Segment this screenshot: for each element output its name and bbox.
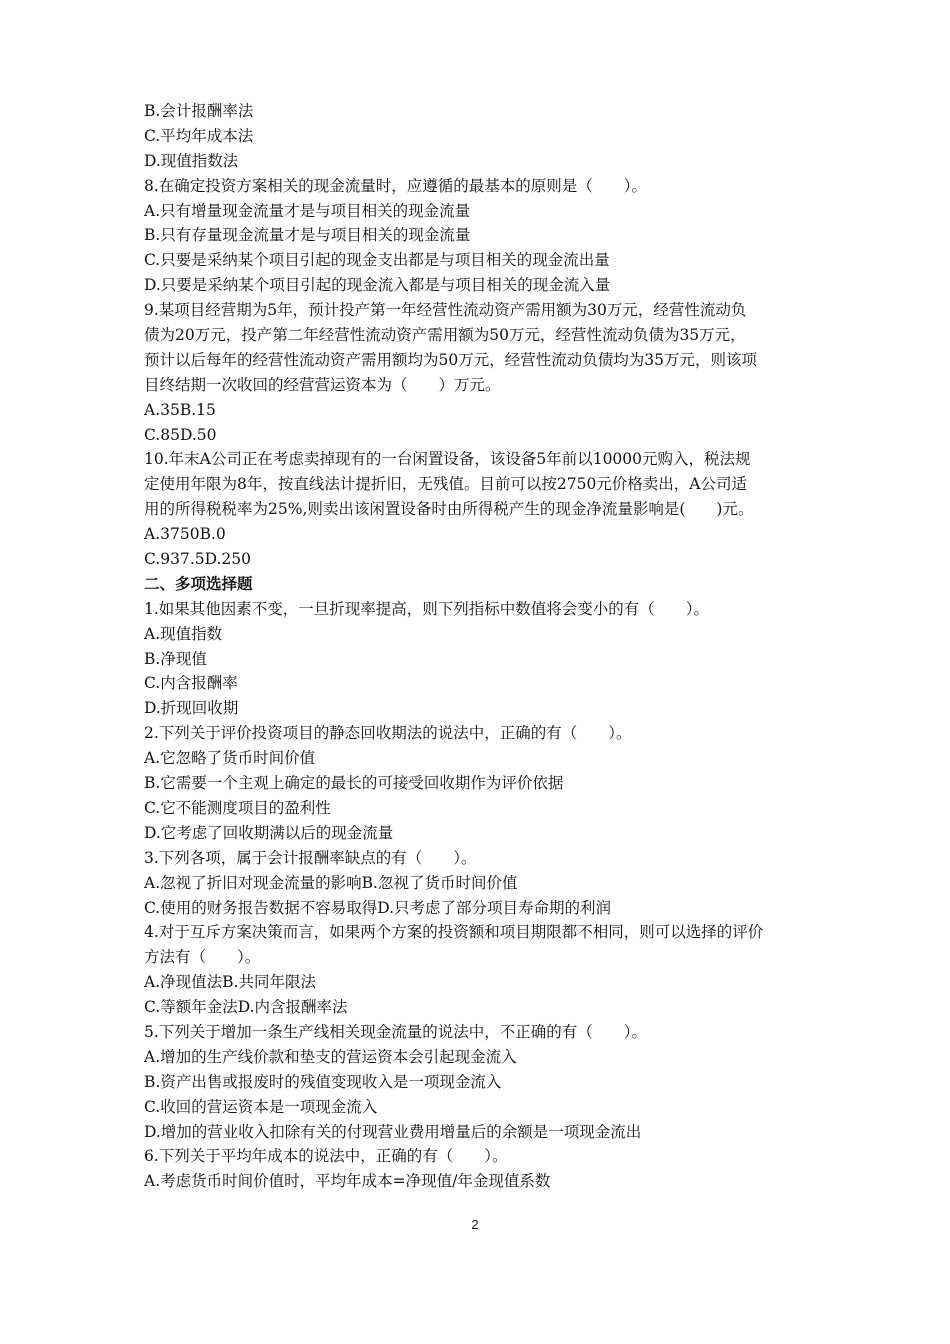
question-text-line: 定使用年限为8年，按直线法计提折旧，无残值。目前可以按2750元价格卖出，A公司适 [144, 475, 748, 494]
question-text-line: 用的所得税税率为25%,则卖出该闲置设备时由所得税产生的现金净流量影响是( )元。 [144, 500, 754, 519]
question-text-line: 5.下列关于增加一条生产线相关现金流量的说法中，不正确的有（ ）。 [144, 1022, 648, 1041]
question-text-line: 9.某项目经营期为5年，预计投产第一年经营性流动资产需用额为30万元，经营性流动负 [144, 301, 747, 320]
option-line: C.内含报酬率 [144, 674, 238, 693]
option-line: D.它考虑了回收期满以后的现金流量 [144, 823, 394, 842]
question-text-line: 2.下列关于评价投资项目的静态回收期法的说法中，正确的有（ ）。 [144, 724, 632, 743]
option-line: C.85D.50 [144, 425, 217, 444]
option-line: C.平均年成本法 [144, 126, 254, 145]
question-text-line: 1.如果其他因素不变，一旦折现率提高，则下列指标中数值将会变小的有（ ）。 [144, 599, 710, 618]
option-line: D.只要是采纳某个项目引起的现金流入都是与项目相关的现金流入量 [144, 276, 611, 295]
option-line: A.考虑货币时间价值时，平均年成本=净现值/年金现值系数 [144, 1172, 551, 1191]
option-line: B.资产出售或报废时的残值变现收入是一项现金流入 [144, 1072, 502, 1091]
question-text-line: 债为20万元，投产第二年经营性流动资产需用额为50万元，经营性流动负债为35万元， [144, 326, 746, 345]
option-line: B.会计报酬率法 [144, 102, 254, 120]
option-line: C.使用的财务报告数据不容易取得D.只考虑了部分项目寿命期的利润 [144, 898, 612, 917]
option-line: A.增加的生产线价款和垫支的营运资本会引起现金流入 [144, 1047, 517, 1066]
option-line: A.只有增量现金流量才是与项目相关的现金流量 [144, 201, 471, 220]
question-text-line: 预计以后每年的经营性流动资产需用额均为50万元，经营性流动负债均为35万元，则该项 [144, 350, 757, 369]
option-line: B.只有存量现金流量才是与项目相关的现金流量 [144, 226, 471, 245]
option-line: C.收回的营运资本是一项现金流入 [144, 1097, 378, 1116]
section-heading: 二、多项选择题 [144, 574, 253, 593]
option-line: D.增加的营业收入扣除有关的付现营业费用增量后的余额是一项现金流出 [144, 1122, 642, 1141]
option-line: C.等额年金法D.内含报酬率法 [144, 998, 348, 1017]
page-number: 2 [471, 1217, 479, 1232]
question-text-line: 8.在确定投资方案相关的现金流量时，应遵循的最基本的原则是（ ）。 [144, 176, 648, 195]
option-line: C.只要是采纳某个项目引起的现金支出都是与项目相关的现金流出量 [144, 251, 610, 270]
option-line: A.现值指数 [144, 624, 223, 643]
option-line: A.3750B.0 [144, 525, 226, 544]
page-content [144, 99, 812, 1194]
option-line: B.净现值 [144, 649, 207, 668]
question-text-line: 10.年末A公司正在考虑卖掉现有的一台闲置设备，该设备5年前以10000元购入，税法规 [144, 450, 751, 469]
option-line: A.35B.15 [144, 400, 216, 419]
question-text-line: 3.下列各项，属于会计报酬率缺点的有（ ）。 [144, 848, 477, 867]
option-line: A.忽视了折旧对现金流量的影响B.忽视了货币时间价值 [144, 873, 518, 892]
question-text-line: 方法有（ ）。 [144, 948, 261, 967]
question-text-line: 6.下列关于平均年成本的说法中，正确的有（ ）。 [144, 1147, 508, 1166]
option-line: D.折现回收期 [144, 699, 239, 718]
option-line: C.937.5D.250 [144, 550, 251, 569]
option-line: C.它不能测度项目的盈利性 [144, 798, 331, 817]
option-line: B.它需要一个主观上确定的最长的可接受回收期作为评价依据 [144, 774, 564, 793]
option-line: A.净现值法B.共同年限法 [144, 973, 316, 992]
option-line: D.现值指数法 [144, 151, 239, 170]
option-line: A.它忽略了货币时间价值 [144, 749, 316, 768]
question-text-line: 目终结期一次收回的经营营运资本为（ ）万元。 [144, 375, 501, 394]
question-text-line: 4.对于互斥方案决策而言，如果两个方案的投资额和项目期限都不相同，则可以选择的评价 [144, 923, 764, 942]
